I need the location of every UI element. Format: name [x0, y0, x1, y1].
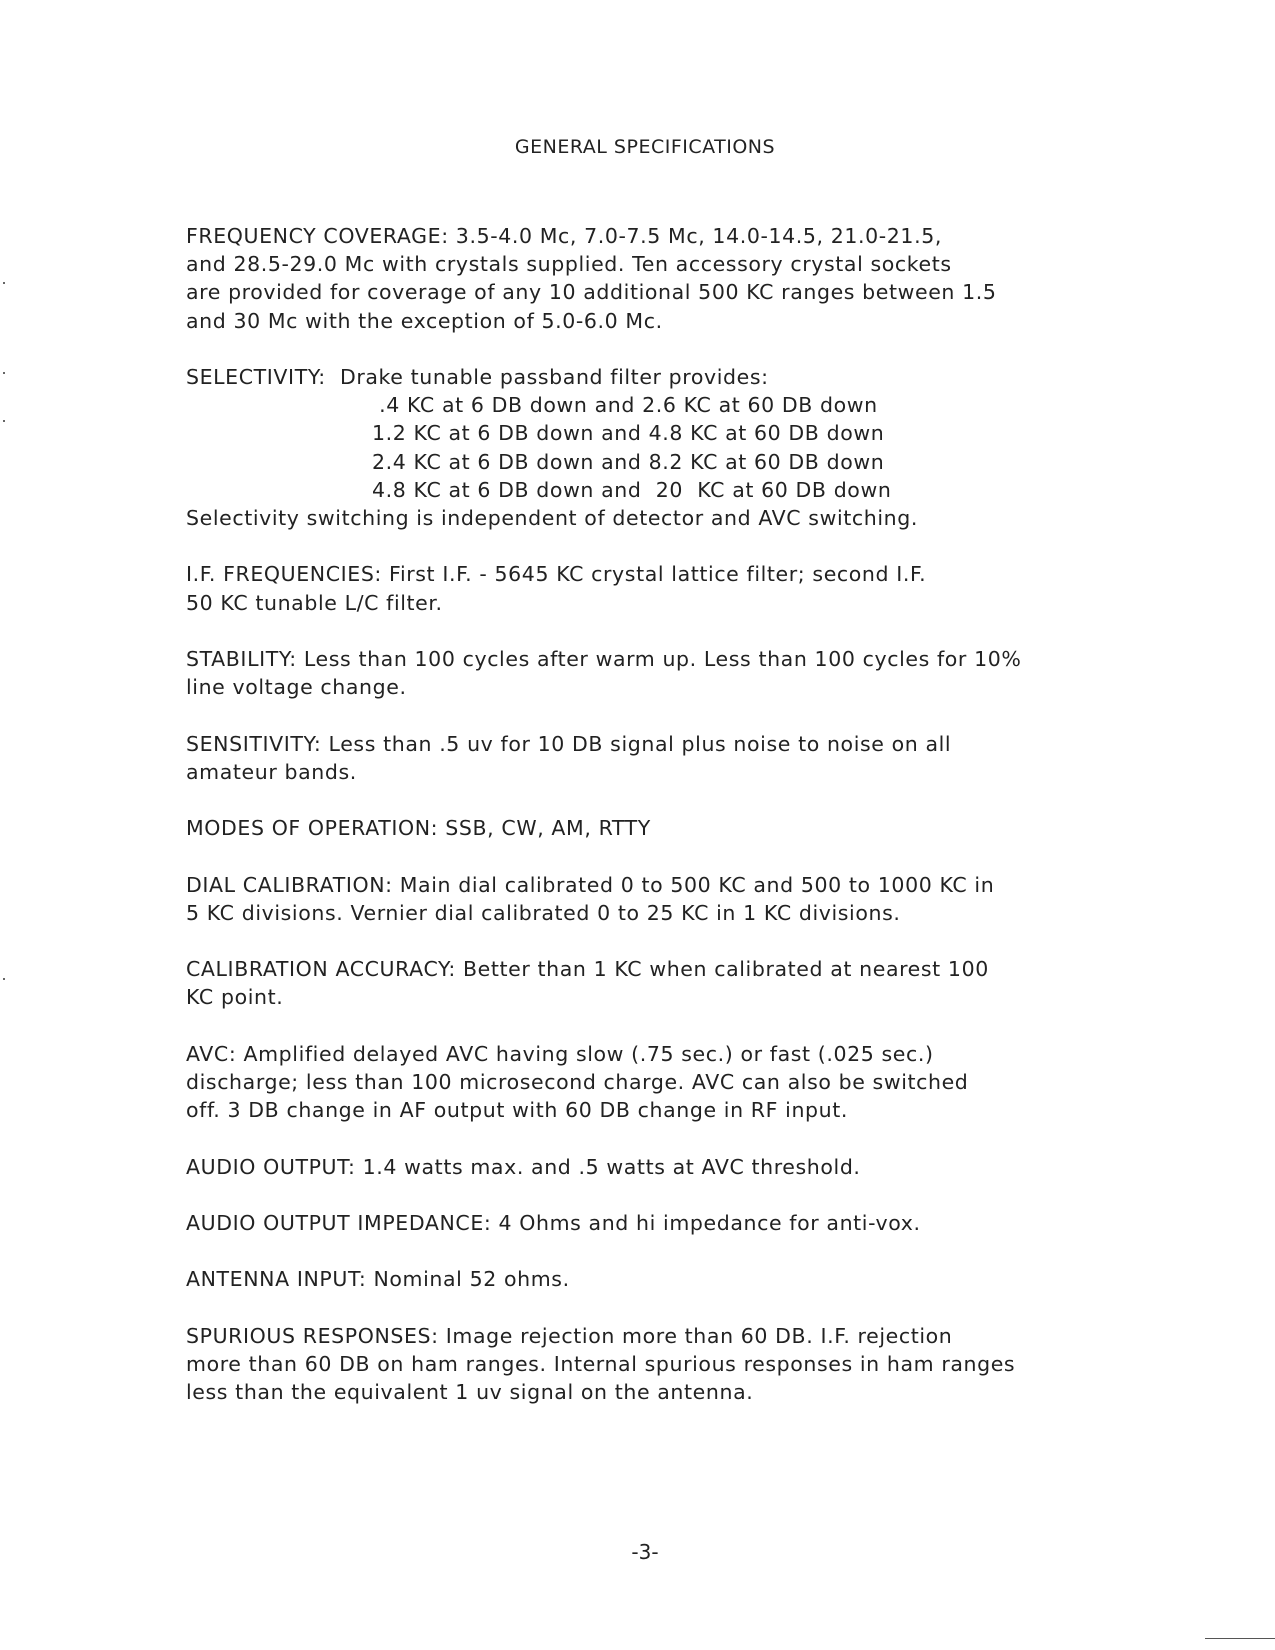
text-line: AVC: Amplified delayed AVC having slow (.75 sec.) or fast (.025 sec.)	[186, 1041, 934, 1066]
frequency-coverage-section	[186, 222, 1146, 335]
if-frequencies-section	[186, 560, 1146, 616]
selectivity-section	[186, 363, 1146, 532]
text-line: AUDIO OUTPUT IMPEDANCE: 4 Ohms and hi impedance for anti-vox.	[186, 1210, 921, 1235]
text-line: AUDIO OUTPUT: 1.4 watts max. and .5 watts at AVC threshold.	[186, 1154, 861, 1179]
dial-calibration-section	[186, 871, 1146, 927]
text-line: MODES OF OPERATION: SSB, CW, AM, RTTY	[186, 816, 651, 841]
text-line: STABILITY: Less than 100 cycles after warm up. Less than 100 cycles for 10%	[186, 647, 1022, 671]
text-line: discharge; less than 100 microsecond charge. AVC can also be switched	[186, 1069, 969, 1094]
sensitivity-section	[186, 730, 1146, 786]
margin-mark	[3, 372, 5, 374]
selectivity-intro: Drake tunable passband filter provides:	[339, 365, 769, 389]
page-title: GENERAL SPECIFICATIONS	[514, 136, 776, 158]
spurious-responses-section	[186, 1322, 1146, 1407]
text-line: KC point.	[186, 985, 284, 1010]
selectivity-footer: Selectivity switching is independent of detector and AVC switching.	[186, 506, 918, 531]
text-line: ANTENNA INPUT: Nominal 52 ohms.	[186, 1267, 570, 1292]
text-line: I.F. FREQUENCIES: First I.F. - 5645 KC crystal lattice filter; second I.F.	[186, 562, 927, 587]
text-line: off. 3 DB change in AF output with 60 DB change in RF input.	[186, 1098, 849, 1123]
selectivity-spec-line: 2.4 KC at 6 DB down and 8.2 KC at 60 DB down	[372, 449, 885, 474]
text-line: SPURIOUS RESPONSES: Image rejection more than 60 DB. I.F. rejection	[186, 1323, 953, 1348]
selectivity-label: SELECTIVITY:	[186, 365, 326, 389]
text-line: and 28.5-29.0 Mc with crystals supplied. Ten accessory crystal sockets	[186, 252, 952, 277]
text-line: line voltage change.	[186, 675, 407, 700]
selectivity-spec-line: .4 KC at 6 DB down and 2.6 KC at 60 DB down	[372, 393, 878, 418]
page-number: -3-	[631, 1540, 659, 1564]
selectivity-spec-line: 1.2 KC at 6 DB down and 4.8 KC at 60 DB down	[372, 421, 885, 446]
specifications-body	[186, 222, 1146, 1435]
selectivity-heading-line	[186, 363, 1146, 391]
text-line: 5 KC divisions. Vernier dial calibrated 0 to 25 KC in 1 KC divisions.	[186, 900, 901, 925]
text-line: and 30 Mc with the exception of 5.0-6.0 Mc.	[186, 308, 663, 333]
avc-section	[186, 1040, 1146, 1125]
selectivity-spec-line: 4.8 KC at 6 DB down and 20 KC at 60 DB down	[372, 477, 892, 502]
text-line: amateur bands.	[186, 759, 357, 784]
text-line: FREQUENCY COVERAGE: 3.5-4.0 Mc, 7.0-7.5 Mc, 14.0-14.5, 21.0-21.5,	[186, 224, 942, 248]
stability-section	[186, 645, 1146, 701]
audio-output-section	[186, 1153, 1146, 1181]
audio-output-impedance-section	[186, 1209, 1146, 1237]
text-line: less than the equivalent 1 uv signal on the antenna.	[186, 1380, 754, 1405]
text-line: DIAL CALIBRATION: Main dial calibrated 0 to 500 KC and 500 to 1000 KC in	[186, 872, 995, 897]
text-line: CALIBRATION ACCURACY: Better than 1 KC when calibrated at nearest 100	[186, 957, 989, 982]
modes-of-operation-section	[186, 814, 1146, 842]
text-line: more than 60 DB on ham ranges. Internal spurious responses in ham ranges	[186, 1351, 1016, 1376]
antenna-input-section	[186, 1265, 1146, 1293]
text-line: SENSITIVITY: Less than .5 uv for 10 DB signal plus noise to noise on all	[186, 731, 952, 756]
corner-rule	[1205, 1638, 1275, 1639]
margin-mark	[3, 420, 5, 422]
text-line: are provided for coverage of any 10 additional 500 KC ranges between 1.5	[186, 280, 997, 305]
text-line: 50 KC tunable L/C filter.	[186, 590, 443, 615]
margin-mark	[3, 282, 5, 284]
margin-mark	[3, 978, 5, 980]
calibration-accuracy-section	[186, 955, 1146, 1011]
